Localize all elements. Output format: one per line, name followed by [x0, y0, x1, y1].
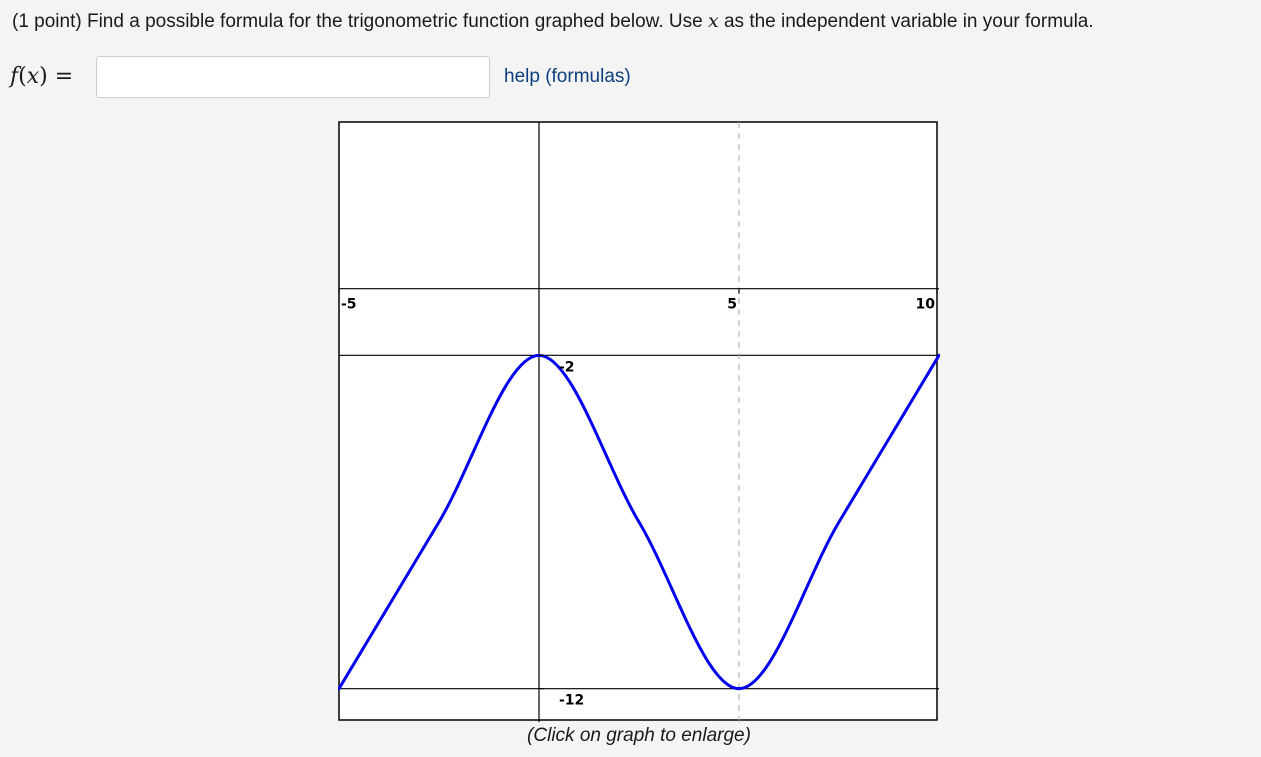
- answer-input[interactable]: [96, 56, 490, 98]
- data-point-0-3: [638, 521, 641, 524]
- x-tick-label: -5: [341, 296, 357, 313]
- independent-variable: x: [707, 10, 719, 32]
- function-label: f(x) =: [10, 64, 74, 89]
- function-name: f: [10, 64, 19, 89]
- problem-text-2: as the independent variable in your formula.: [718, 11, 1094, 32]
- x-tick-label: 10: [915, 296, 935, 313]
- help-formulas-link[interactable]: help (formulas): [504, 66, 631, 87]
- y-tick-label: -2: [559, 359, 575, 376]
- function-graph[interactable]: [338, 121, 940, 723]
- data-point-0-1: [438, 521, 441, 524]
- enlarge-caption[interactable]: (Click on graph to enlarge): [527, 725, 751, 746]
- data-point-0-4: [738, 687, 741, 690]
- function-variable: x: [26, 64, 40, 89]
- data-point-0-5: [838, 521, 841, 524]
- problem-text-1: Find a possible formula for the trigonometric function graphed below. Use: [81, 11, 708, 32]
- graph-frame: [339, 122, 937, 720]
- equals-sign: =: [47, 64, 74, 89]
- problem-statement: [12, 9, 1094, 34]
- y-tick-label: -12: [559, 692, 585, 709]
- points-label: (1 point): [12, 11, 82, 32]
- x-tick-label: 5: [727, 296, 737, 313]
